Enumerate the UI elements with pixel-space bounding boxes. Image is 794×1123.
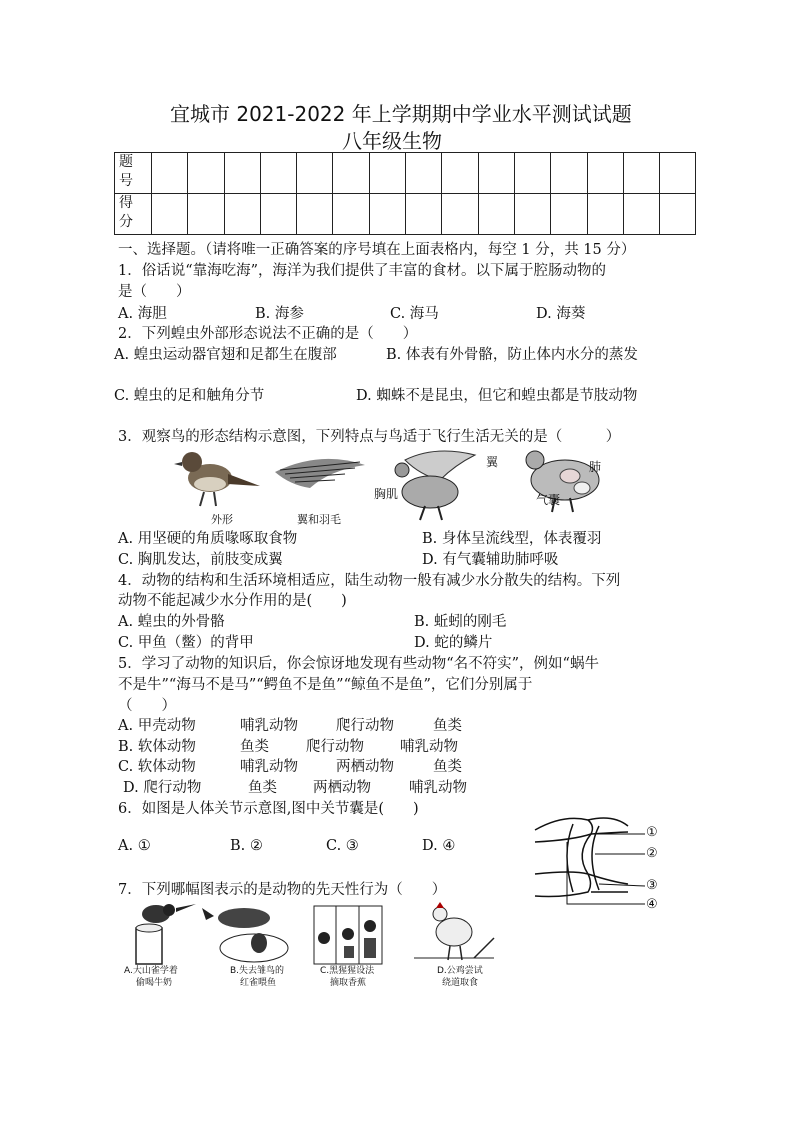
q7-behavior-figure [114,898,499,968]
score-cell[interactable] [442,194,478,235]
q7-caption-c-line2: 摘取香蕉 [330,978,367,988]
q6-option-d[interactable]: D. ④ [422,838,456,854]
bird-skeleton-image [395,451,475,520]
q5-option-c-4: 鱼类 [433,759,462,775]
q7-caption-b-line2: 红雀喂鱼 [240,978,277,988]
score-cell[interactable] [224,153,260,194]
score-cell[interactable] [442,153,478,194]
score-table-row-label [115,194,152,235]
score-cell[interactable] [406,194,442,235]
q5-option-c-3: 两栖动物 [336,759,394,775]
q5-option-b-3: 爬行动物 [306,739,364,755]
score-cell[interactable] [333,194,369,235]
q3-label-qinang: 气囊 [536,493,561,507]
score-table-row-label [115,153,152,194]
score-cell[interactable] [551,153,587,194]
score-cell[interactable] [478,194,514,235]
q3-label-wing: 翼和羽毛 [297,513,341,526]
q6-option-b[interactable]: B. ② [230,838,263,854]
q1-option-a[interactable]: A. 海胆 [118,306,167,322]
score-cell[interactable] [660,194,696,235]
q7-caption-d-line2: 绕道取食 [442,978,479,988]
row-label-de: 得 [119,195,133,211]
score-cell[interactable] [587,153,623,194]
chimp-banana-image [314,906,382,964]
q6-marker-2: ② [646,846,658,861]
q3-option-d[interactable]: D. 有气囊辅助肺呼吸 [422,552,559,568]
q5-option-d-3: 两栖动物 [313,780,371,796]
q6-marker-3: ③ [646,878,658,893]
q7-caption-d-line1: D.公鸡尝试 [437,966,483,976]
q6-option-c[interactable]: C. ③ [326,838,359,854]
q7-caption-a-line1: A.大山雀学着 [124,966,178,976]
score-cell[interactable] [152,153,188,194]
q3-label-fei: 肺 [589,460,602,474]
score-cell[interactable] [514,194,550,235]
section-heading: 一、选择题。（请将唯一正确答案的序号填在上面表格内，每空 1 分，共 15 分） [118,242,636,258]
q3-bird-figure [170,440,610,525]
q5-option-b-4: 哺乳动物 [400,739,458,755]
q7-stem: 7．下列哪幅图表示的是动物的先天性行为（ ） [118,882,447,898]
q5-option-d-2: 鱼类 [248,780,277,796]
cardinal-fish-image [202,908,288,962]
row-label-hao: 号 [119,173,133,189]
q1-option-b[interactable]: B. 海参 [255,306,304,322]
score-cell[interactable] [224,194,260,235]
q4-option-a[interactable]: A. 蝗虫的外骨骼 [118,614,225,630]
score-table-row-number [115,153,696,194]
q5-option-a-3: 爬行动物 [336,718,394,734]
row-label-ti: 题 [119,154,133,170]
score-cell[interactable] [478,153,514,194]
q5-option-a-1[interactable]: A. 甲壳动物 [118,718,196,734]
q6-marker-4: ④ [646,897,658,912]
q5-stem-line3: （ ） [118,698,176,714]
score-cell[interactable] [587,194,623,235]
q1-stem-line1: 1．俗话说“靠海吃海”，海洋为我们提供了丰富的食材。以下属于腔肠动物的 [118,263,607,279]
score-cell[interactable] [297,194,333,235]
q3-label-shape: 外形 [211,513,233,526]
q3-label-yi: 翼 [486,455,499,469]
tit-milk-image [136,904,196,964]
q6-stem: 6．如图是人体关节示意图,图中关节囊是( ) [118,801,419,817]
q7-caption-b-line1: B.失去雏鸟的 [230,966,285,976]
q5-option-d-4: 哺乳动物 [409,780,467,796]
q1-option-d[interactable]: D. 海葵 [536,306,586,322]
score-cell[interactable] [623,194,659,235]
score-cell[interactable] [188,194,224,235]
rooster-detour-image [414,902,494,960]
q5-option-a-4: 鱼类 [433,718,462,734]
score-cell[interactable] [333,153,369,194]
q5-option-c-2: 哺乳动物 [240,759,298,775]
page-title: 宜城市 2021-2022 年上学期期中学业水平测试试题 [170,102,632,126]
q5-option-b-1[interactable]: B. 软体动物 [118,739,196,755]
q4-option-c[interactable]: C. 甲鱼（鳖）的背甲 [118,635,254,651]
q6-marker-1: ① [646,825,658,840]
q5-option-a-2: 哺乳动物 [240,718,298,734]
score-cell[interactable] [260,194,296,235]
wing-image [275,459,365,488]
q2-option-d[interactable]: D. 蜘蛛不是昆虫，但它和蝗虫都是节肢动物 [356,388,638,404]
q1-stem-line2: 是（ ） [118,284,191,300]
score-cell[interactable] [297,153,333,194]
score-cell[interactable] [188,153,224,194]
score-cell[interactable] [660,153,696,194]
q6-option-a[interactable]: A. ① [118,838,151,854]
score-table [114,152,696,235]
q3-option-c[interactable]: C. 胸肌发达，前肢变成翼 [118,552,283,568]
q1-option-c[interactable]: C. 海马 [390,306,439,322]
score-cell[interactable] [152,194,188,235]
score-cell[interactable] [551,194,587,235]
score-cell[interactable] [369,153,405,194]
q3-option-b[interactable]: B. 身体呈流线型，体表覆羽 [422,531,602,547]
q4-stem-line2: 动物不能起减少水分作用的是( ) [118,593,347,609]
q5-stem-line1: 5．学习了动物的知识后，你会惊讶地发现有些动物“名不符实”，例如“蜗牛 [118,656,599,672]
q3-stem: 3．观察鸟的形态结构示意图，下列特点与鸟适于飞行生活无关的是（ ） [118,429,621,445]
score-cell[interactable] [260,153,296,194]
q5-option-b-2: 鱼类 [240,739,269,755]
q2-option-a[interactable]: A. 蝗虫运动器官翅和足都生在腹部 [114,347,337,363]
q5-option-c-1[interactable]: C. 软体动物 [118,759,196,775]
q3-label-xiongji: 胸肌 [374,487,399,501]
q5-stem-line2: 不是牛”“海马不是马”“鳄鱼不是鱼”“鲸鱼不是鱼”，它们分别属于 [118,677,533,693]
q7-caption-c-line1: C.黑猩猩设法 [320,966,375,976]
q2-stem: 2．下列蝗虫外部形态说法不正确的是（ ） [118,326,418,342]
score-cell[interactable] [406,153,442,194]
q7-caption-a-line2: 偷喝牛奶 [136,978,173,988]
q2-option-b[interactable]: B. 体表有外骨骼，防止体内水分的蒸发 [386,347,638,363]
q3-option-a[interactable]: A. 用坚硬的角质喙啄取食物 [118,531,298,547]
q4-option-b[interactable]: B. 蚯蚓的刚毛 [414,614,507,630]
score-cell[interactable] [514,153,550,194]
row-label-fen: 分 [119,214,133,230]
sparrow-image [174,452,260,506]
score-cell[interactable] [623,153,659,194]
score-table-row-score [115,194,696,235]
score-cell[interactable] [369,194,405,235]
q4-stem-line1: 4．动物的结构和生活环境相适应，陆生动物一般有减少水分散失的结构。下列 [118,573,621,589]
q4-option-d[interactable]: D. 蛇的鳞片 [414,635,493,651]
page-subtitle: 八年级生物 [342,129,442,153]
q2-option-c[interactable]: C. 蝗虫的足和触角分节 [114,388,265,404]
q5-option-d-1[interactable]: D. 爬行动物 [123,780,202,796]
